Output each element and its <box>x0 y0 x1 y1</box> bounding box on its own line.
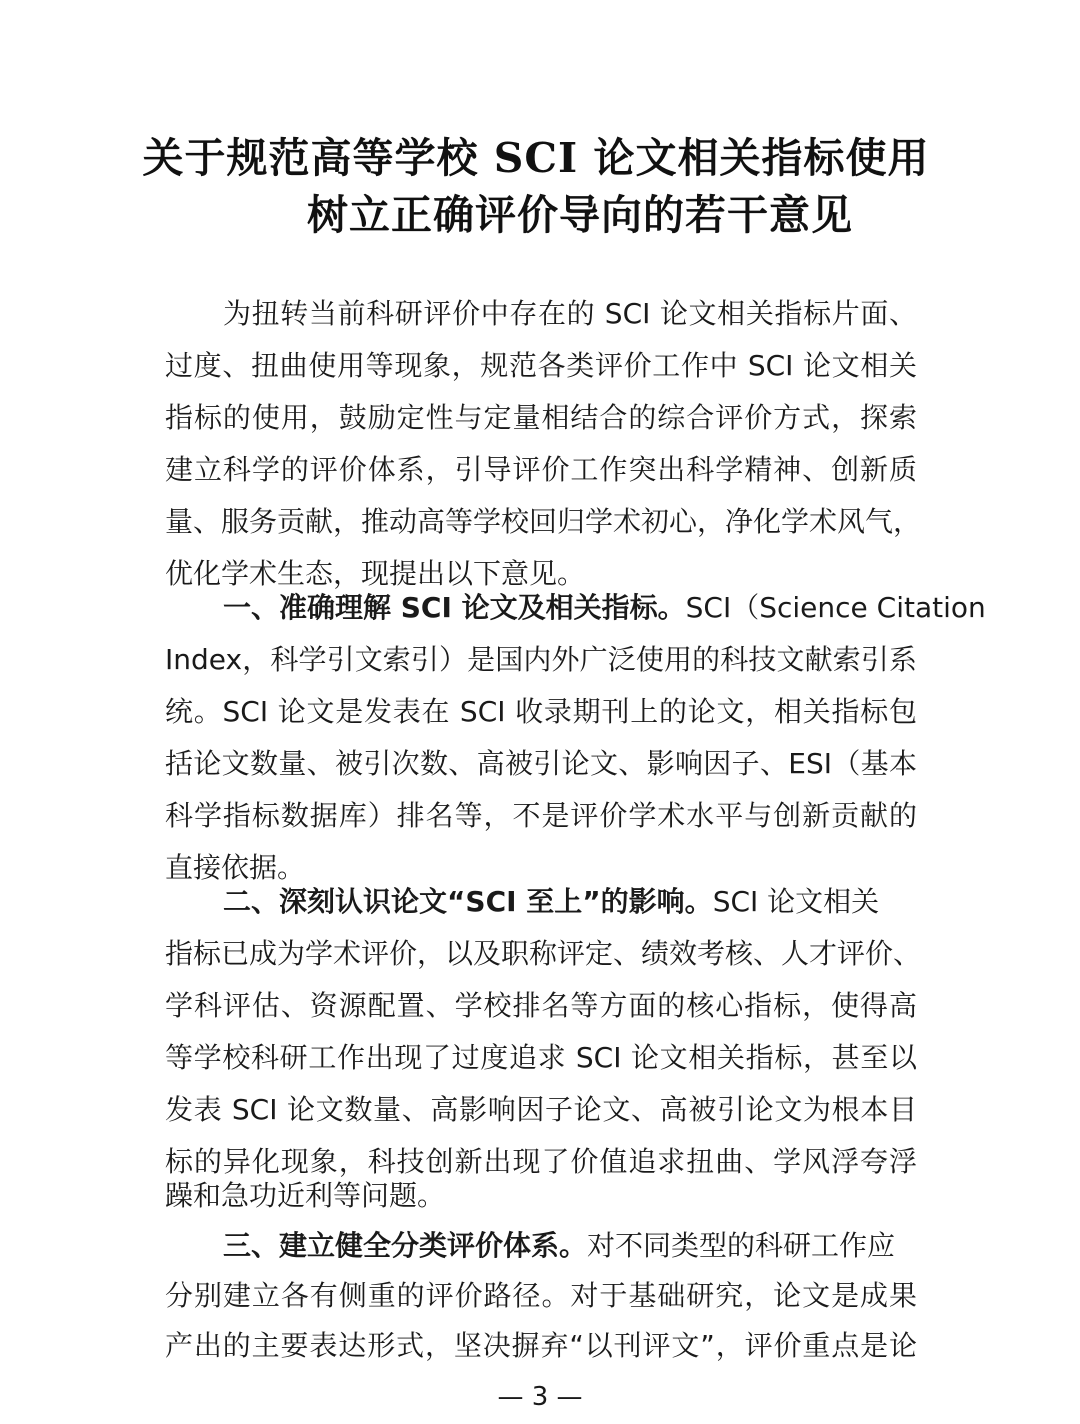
section-1-first-line <box>223 582 986 634</box>
section-2-line-3: 学科评估、资源配置、学校排名等方面的核心指标，使得高 <box>165 989 917 1022</box>
section-1-heading: 一、准确理解 SCI 论文及相关指标。 <box>223 591 686 624</box>
section-1-line-4: 括论文数量、被引次数、高被引论文、影响因子、ESI（基本 <box>165 747 917 780</box>
section-1-line-5: 科学指标数据库）排名等，不是评价学术水平与创新贡献的 <box>165 799 917 832</box>
section-2-line-6: 标的异化现象，科技创新出现了价值追求扭曲、学风浮夸浮 <box>165 1145 917 1178</box>
section-1-first-line-rest: SCI（Science Citation <box>685 591 986 624</box>
section-2-first-line <box>223 876 917 928</box>
document-title-line-1: 关于规范高等学校 SCI 论文相关指标使用 <box>142 134 930 182</box>
preamble-line-6: 优化学术生态，现提出以下意见。 <box>165 557 586 590</box>
section-2-heading: 二、深刻认识论文“SCI 至上”的影响。 <box>223 885 713 918</box>
section-2-line-5: 发表 SCI 论文数量、高影响因子论文、高被引论文为根本目 <box>165 1093 917 1126</box>
preamble-line-5: 量、服务贡献，推动高等学校回归学术初心，净化学术风气， <box>165 505 922 538</box>
preamble-line-1: 为扭转当前科研评价中存在的 SCI 论文相关指标片面、 <box>223 297 917 330</box>
section-2-line-4: 等学校科研工作出现了过度追求 SCI 论文相关指标，甚至以 <box>165 1041 917 1074</box>
section-1-line-6: 直接依据。 <box>165 851 306 884</box>
section-1-line-2: Index，科学引文索引）是国内外广泛使用的科技文献索引系 <box>165 643 917 676</box>
section-2-line-2: 指标已成为学术评价，以及职称评定、绩效考核、人才评价、 <box>165 937 922 970</box>
section-3-first-line-rest: 对不同类型的科研工作应 <box>587 1229 896 1262</box>
document-title-line-2: 树立正确评价导向的若干意见 <box>307 191 853 239</box>
section-3-first-line <box>223 1220 917 1272</box>
section-2-first-line-rest: SCI 论文相关 <box>712 885 880 918</box>
page-number: — 3 — <box>497 1382 583 1412</box>
preamble-line-3: 指标的使用，鼓励定性与定量相结合的综合评价方式，探索 <box>165 401 917 434</box>
section-3-line-3: 产出的主要表达形式，坚决摒弃“以刊评文”，评价重点是论 <box>165 1329 917 1362</box>
preamble-line-2: 过度、扭曲使用等现象，规范各类评价工作中 SCI 论文相关 <box>165 349 917 382</box>
section-2-line-7: 躁和急功近利等问题。 <box>165 1179 446 1212</box>
section-3-heading: 三、建立健全分类评价体系。 <box>223 1229 588 1262</box>
section-1-line-3: 统。SCI 论文是发表在 SCI 收录期刊上的论文，相关指标包 <box>165 695 917 728</box>
section-3-line-2: 分别建立各有侧重的评价路径。对于基础研究，论文是成果 <box>165 1279 917 1312</box>
preamble-line-4: 建立科学的评价体系，引导评价工作突出科学精神、创新质 <box>165 453 917 486</box>
